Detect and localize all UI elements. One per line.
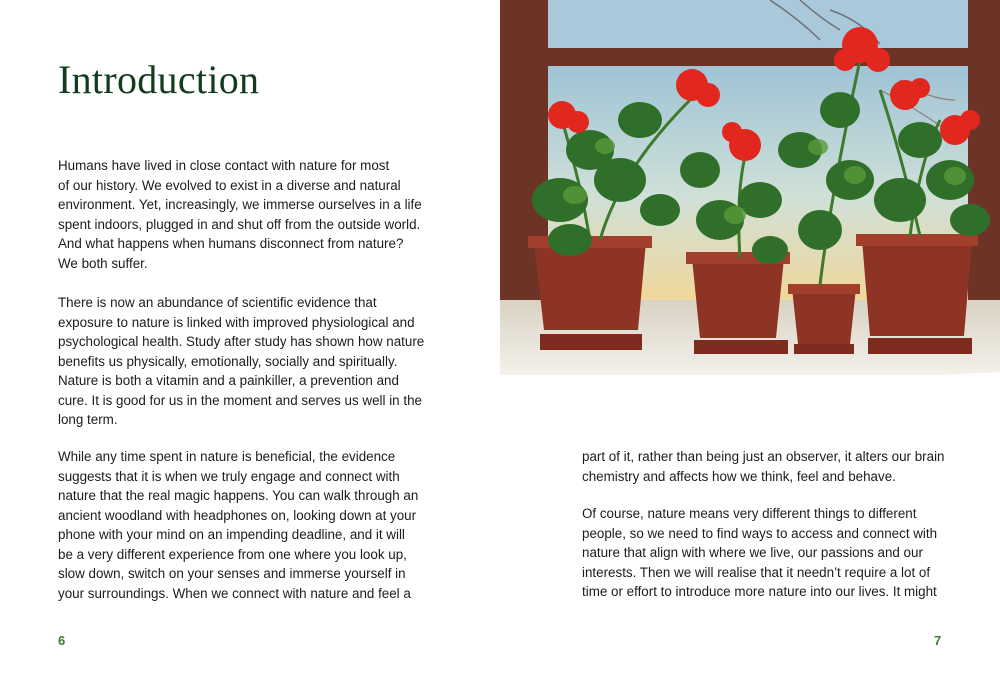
geranium-window-illustration bbox=[500, 0, 1000, 420]
sill-edge bbox=[500, 372, 1000, 420]
paragraph: part of it, rather than being just an observer, it alters our brain chemistry and affects how we think, feel and behave. bbox=[582, 449, 945, 484]
page-number-right: 7 bbox=[934, 633, 942, 648]
paragraph: There is now an abundance of scientific evidence that exposure to nature is linked with improved physiological and psychological health. Study after study has shown how nature benefits us physically, emotionally, socially and spiritually. Nature is both a vitamin and a painkiller, a prevention and cure. It is good for us in the moment and serves us well in the long term. bbox=[58, 295, 425, 427]
flower-pot-3 bbox=[788, 284, 860, 354]
paragraph: Humans have lived in close contact with nature for most of our history. We evolved to exist in a diverse and natural environment. Yet, increasingly, we immerse ourselves in a life spent indoors, plugged in and shut off from the outside world. And what happens when humans disconnect from nature? We both suffer. bbox=[58, 158, 422, 271]
window-pane-top bbox=[548, 0, 968, 48]
page-number-left: 6 bbox=[58, 633, 66, 648]
right-page bbox=[500, 0, 1000, 683]
paragraph: While any time spent in nature is beneficial, the evidence suggests that it is when we truly engage and connect with nature that the real magic happens. You can walk through an ancient woodland with headphones on, looking down at your phone with your mind on an impending deadline, and it will be a very different experience from one where you look up, slow down, switch on your senses and immerse yourself in your surroundings. When we connect with nature and feel a bbox=[58, 449, 419, 601]
flower-pot-4 bbox=[856, 234, 978, 354]
chapter-title: Introduction bbox=[58, 57, 260, 102]
paragraph: Of course, nature means very different things to different people, so we need to find ways to access and connect with nature that align with where we live, our passions and our interests. Then we will realise that it needn’t require a lot of time or effort to introduce more nature into our lives. It might bbox=[582, 506, 938, 599]
